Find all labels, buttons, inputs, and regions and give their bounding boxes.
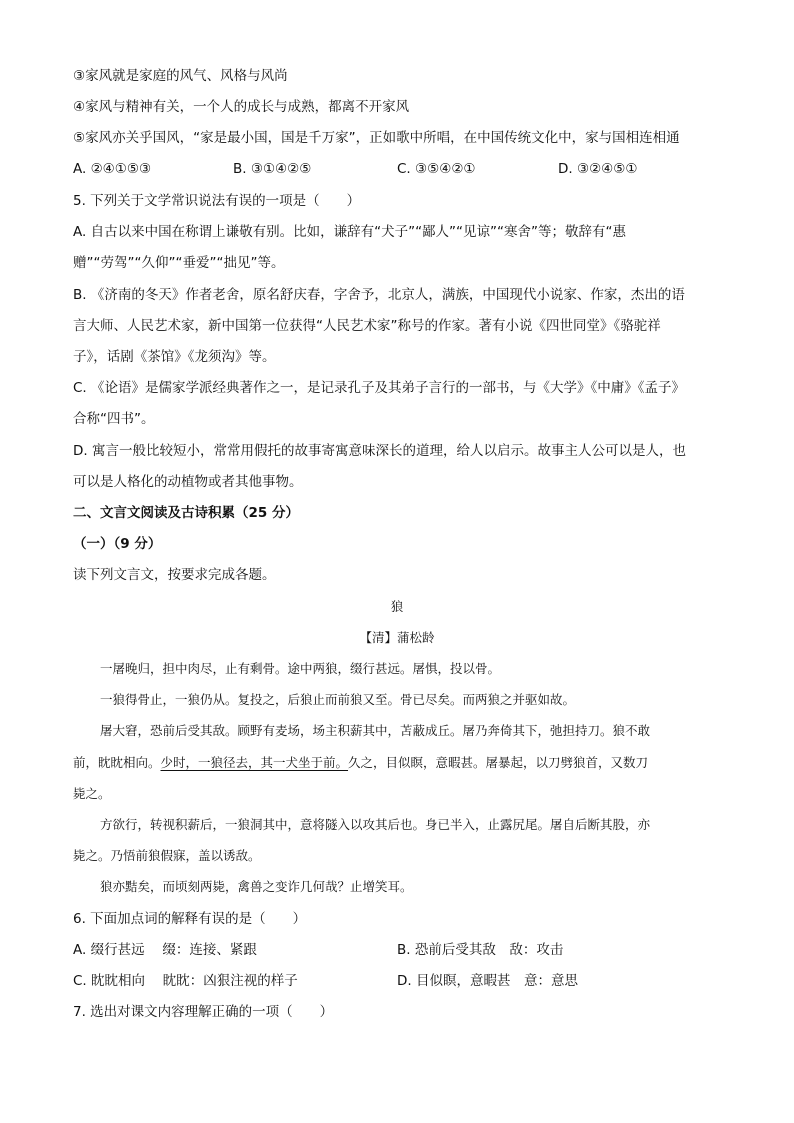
q4-options [73, 159, 733, 179]
passage-p3-post: 久之，目似瞑，意暇甚。屠暴起，以刀劈狼首，又数刀 [348, 755, 649, 770]
passage-p3-pre: 前，眈眈相向。 [73, 755, 161, 770]
q6-stem: 6. 下面加点词的解释有误的是（ ） [73, 911, 307, 927]
section-2-part-1: （一）（9 分） [73, 536, 162, 552]
q5-option-b-line3: 子》，话剧《茶馆》《龙须沟》等。 [73, 349, 276, 365]
q5-option-b-line1: B. 《济南的冬天》作者老舍，原名舒庆春，字舍予，北京人，满族，中国现代小说家、作家，杰出的语 [73, 287, 685, 303]
q4-option-a: A. ②④①⑤③ [73, 161, 152, 177]
passage-paragraph-5: 狼亦黠矣，而顷刻两毙，禽兽之变诈几何哉？止增笑耳。 [100, 879, 413, 894]
q4-item-5: ⑤家风亦关乎国风，“家是最小国，国是千万家”，正如歌中所唱，在中国传统文化中，家与国相连相通 [73, 130, 680, 146]
passage-paragraph-3-line2 [73, 753, 648, 773]
q6-option-c: C. 眈眈相向 眈眈：凶狠注视的样子 [73, 973, 298, 989]
q5-option-a-line2: 赠”“劳驾”“久仰”“垂爱”“拙见”等。 [73, 255, 285, 271]
q4-option-d: D. ③②④⑤① [558, 161, 638, 177]
q6-options-row-1 [73, 940, 733, 960]
q4-option-b: B. ③①④②⑤ [233, 161, 312, 177]
q5-option-b-line2: 言大师、人民艺术家，新中国第一位获得“人民艺术家”称号的作家。著有小说《四世同堂》《骆驼祥 [73, 318, 661, 334]
q4-option-c: C. ③⑤④②① [397, 161, 476, 177]
passage-paragraph-3-line1: 屠大窘，恐前后受其敌。顾野有麦场，场主积薪其中，苫蔽成丘。屠乃奔倚其下，弛担持刀。狼不敢 [100, 723, 651, 738]
passage-paragraph-2: 一狼得骨止，一狼仍从。复投之，后狼止而前狼又至。骨已尽矣。而两狼之并驱如故。 [100, 692, 576, 707]
q6-option-d: D. 目似瞑，意暇甚 意：意思 [397, 973, 578, 989]
passage-title: 狼 [390, 599, 404, 614]
q5-stem: 5. 下列关于文学常识说法有误的一项是（ ） [73, 193, 361, 209]
q6-options-row-2 [73, 971, 733, 991]
section-2-instruction: 读下列文言文，按要求完成各题。 [73, 567, 276, 583]
passage-paragraph-4-line1: 方欲行，转视积薪后，一狼洞其中，意将隧入以攻其后也。身已半入，止露尻尾。屠自后断其股，亦 [100, 817, 651, 832]
passage-underlined-sentence: 少时，一狼径去，其一犬坐于前。 [160, 755, 349, 770]
q5-option-d-line2: 可以是人格化的动植物或者其他事物。 [73, 474, 303, 490]
q7-stem: 7. 选出对课文内容理解正确的一项（ ） [73, 1004, 334, 1020]
q5-option-c-line1: C. 《论语》是儒家学派经典著作之一，是记录孔子及其弟子言行的一部书，与《大学》《中庸》《孟子》 [73, 380, 686, 396]
q6-option-a: A. 缀行甚远 缀：连接、紧跟 [73, 942, 257, 958]
section-2-title: 二、文言文阅读及古诗积累（25 分） [73, 505, 299, 521]
q4-item-3: ③家风就是家庭的风气、风格与风尚 [73, 68, 288, 84]
passage-author: 【清】蒲松龄 [359, 630, 435, 645]
q5-option-a-line1: A. 自古以来中国在称谓上谦敬有别。比如，谦辞有“犬子”“鄙人”“见谅”“寒舍”等；敬辞有“惠 [73, 224, 627, 240]
q4-item-4: ④家风与精神有关，一个人的成长与成熟，都离不开家风 [73, 99, 410, 115]
q6-option-b: B. 恐前后受其敌 敌：攻击 [397, 942, 564, 958]
passage-paragraph-1: 一屠晚归，担中肉尽，止有剩骨。途中两狼，缀行甚远。屠惧，投以骨。 [100, 661, 501, 676]
q5-option-d-line1: D. 寓言一般比较短小，常常用假托的故事寄寓意味深长的道理，给人以启示。故事主人公可以是人，也 [73, 443, 686, 459]
q5-option-c-line2: 合称“四书”。 [73, 411, 155, 427]
passage-paragraph-4-line2: 毙之。乃悟前狼假寐，盖以诱敌。 [73, 848, 261, 863]
passage-paragraph-3-line3: 毙之。 [73, 786, 111, 801]
